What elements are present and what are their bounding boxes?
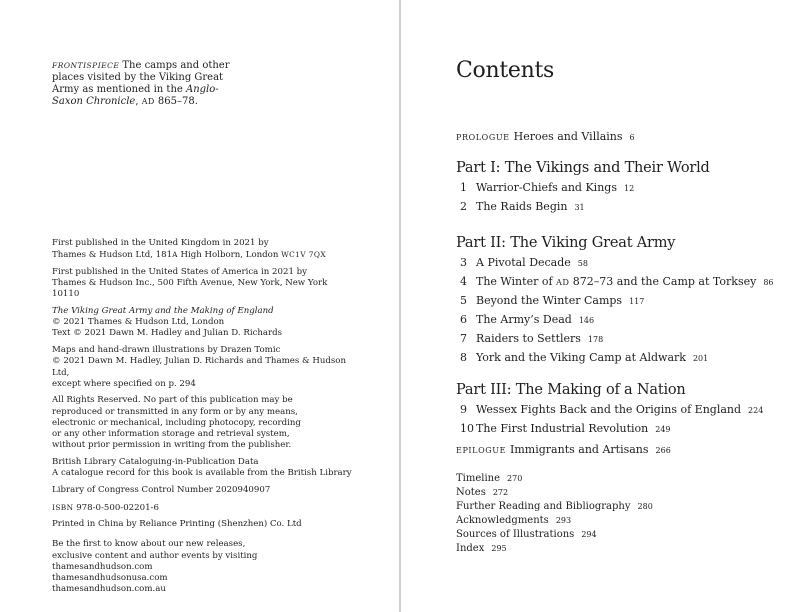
imprint-maps-1: Maps and hand-drawn illustrations by Drazen Tomic: [52, 345, 281, 356]
chapter-title: The Army’s Dead: [476, 313, 572, 326]
chapter-title-part-a: The Winter of: [476, 275, 557, 288]
prologue-title: Heroes and Villains: [513, 130, 623, 143]
toc-chapter: [460, 422, 671, 435]
toc-chapter: [460, 200, 585, 213]
toc-back-matter: [456, 501, 653, 512]
toc-prologue: [456, 130, 635, 143]
imprint-newsletter: [52, 539, 352, 595]
chapter-page: 31: [574, 203, 585, 212]
toc-chapter: [460, 294, 644, 307]
toc-chapter: [460, 313, 594, 326]
chapter-page: 117: [629, 297, 645, 306]
imprint-maps: [52, 345, 352, 390]
imprint-news-2: exclusive content and author events by visiting: [52, 550, 258, 561]
frontispiece-caption: [52, 60, 247, 108]
imprint-copyright-1: © 2021 Thames & Hudson Ltd, London: [52, 317, 225, 328]
chapter-number: 3: [460, 256, 467, 269]
imprint-us-line-1: First published in the United States of America in 2021 by: [52, 266, 308, 277]
chapter-page: 224: [748, 406, 764, 415]
chapter-title: Wessex Fights Back and the Origins of England: [476, 403, 742, 416]
imprint-british-library: [52, 457, 352, 479]
toc-back-matter: [456, 543, 507, 554]
toc-chapter: [460, 332, 603, 345]
imprint-isbn-value: 978-0-500-02201-6: [73, 502, 159, 513]
imprint-site-uk: thamesandhudson.com: [52, 561, 153, 572]
chapter-number: 10: [460, 422, 474, 435]
part-heading-3: Part III: The Making of a Nation: [456, 382, 686, 398]
imprint-copyright-2: Text © 2021 Dawn M. Hadley and Julian D. Richards: [52, 328, 283, 339]
prologue-page: 6: [629, 133, 635, 142]
contents-title: Contents: [456, 58, 555, 83]
frontispiece-text-2: ,: [135, 96, 142, 107]
imprint-bl-1: British Library Cataloguing-in-Publication Data: [52, 456, 259, 467]
frontispiece-era: AD: [141, 97, 155, 106]
toc-back-matter: [456, 473, 522, 484]
imprint-uk-line-2b: High Holborn, London: [177, 250, 282, 261]
chapter-page: 178: [587, 335, 604, 344]
imprint-book-title: The Viking Great Army and the Making of England: [52, 306, 274, 317]
back-matter-title: Notes: [456, 487, 486, 498]
back-matter-page: 295: [491, 544, 507, 553]
imprint-printed: [52, 519, 352, 530]
prologue-label: PROLOGUE: [456, 133, 510, 142]
back-matter-page: 293: [555, 516, 572, 525]
chapter-number: 8: [460, 351, 467, 364]
imprint-bl-2: A catalogue record for this book is available from the British Library: [52, 468, 352, 479]
imprint-maps-3: except where specified on p. 294: [52, 378, 196, 389]
toc-epilogue: [456, 443, 671, 456]
epilogue-page: 266: [655, 446, 671, 455]
chapter-number: 9: [460, 403, 467, 416]
left-page: [0, 0, 399, 612]
imprint-copyright: [52, 306, 352, 340]
imprint-rights-3: electronic or mechanical, including photocopy, recording: [52, 417, 301, 428]
imprint-uk-postcode: WC1V 7QX: [281, 250, 326, 260]
toc-chapter: [460, 403, 763, 416]
imprint-site-au: thamesandhudson.com.au: [52, 584, 166, 595]
chapter-page: 12: [623, 184, 635, 193]
imprint-loc: [52, 485, 352, 496]
back-matter-page: 272: [492, 488, 509, 497]
toc-chapter: [460, 181, 634, 194]
imprint-us: [52, 267, 352, 301]
imprint-us-line-2: Thames & Hudson Inc., 500 Fifth Avenue, New York, New York 10110: [52, 278, 328, 300]
imprint-site-us: thamesandhudsonusa.com: [52, 573, 168, 584]
chapter-title: Beyond the Winter Camps: [476, 294, 623, 307]
imprint-uk-line-2: Thames & Hudson Ltd, 181: [52, 250, 173, 261]
back-matter-title: Index: [456, 543, 485, 554]
imprint-printed-line: Printed in China by Reliance Printing (Shenzhen) Co. Ltd: [52, 519, 302, 530]
chapter-number: 7: [460, 332, 467, 345]
imprint-block: [52, 238, 352, 601]
frontispiece-source: Anglo-Saxon Chronicle: [52, 84, 219, 107]
imprint-rights-2: reproduced or transmitted in any form or by any means,: [52, 406, 298, 417]
chapter-page: 201: [692, 354, 709, 363]
chapter-title: York and the Viking Camp at Aldwark: [476, 351, 686, 364]
imprint-rights-4: or any other information storage and retrieval system,: [52, 429, 290, 440]
imprint-rights-5: without prior permission in writing from the publisher.: [52, 440, 292, 451]
imprint-isbn-label: ISBN: [52, 502, 74, 512]
chapter-title: A Pivotal Decade: [476, 256, 571, 269]
imprint-rights: [52, 395, 352, 451]
back-matter-title: Further Reading and Bibliography: [456, 501, 631, 512]
frontispiece-text: The camps and other places visited by the Viking Great Army as mentioned in the: [52, 60, 230, 95]
chapter-title: The First Industrial Revolution: [476, 422, 649, 435]
back-matter-page: 294: [581, 530, 597, 539]
part-heading-2: Part II: The Viking Great Army: [456, 235, 676, 251]
imprint-uk-street-suffix: A: [172, 250, 178, 260]
chapter-title: Warrior-Chiefs and Kings: [476, 181, 617, 194]
back-matter-title: Sources of Illustrations: [456, 529, 575, 540]
toc-back-matter: [456, 487, 508, 498]
back-matter-title: Acknowledgments: [456, 515, 549, 526]
chapter-page: 86: [763, 278, 774, 287]
imprint-loc-number: Library of Congress Control Number 2020940907: [52, 484, 271, 495]
chapter-title: Raiders to Settlers: [476, 332, 581, 345]
imprint-uk-line-1: First published in the United Kingdom in 2021 by: [52, 238, 269, 248]
frontispiece-label: FRONTISPIECE: [52, 61, 120, 70]
chapter-title: The Raids Begin: [476, 200, 568, 213]
chapter-number: 6: [460, 313, 467, 326]
toc-chapter: [460, 351, 708, 364]
chapter-page: 146: [578, 316, 595, 325]
part-heading-1: Part I: The Vikings and Their World: [456, 160, 710, 176]
imprint-maps-2: © 2021 Dawn M. Hadley, Julian D. Richards and Thames & Hudson Ltd,: [52, 356, 346, 378]
chapter-page: 58: [577, 259, 588, 268]
chapter-page: 249: [655, 425, 671, 434]
imprint-isbn: [52, 502, 352, 514]
back-matter-page: 280: [637, 502, 653, 511]
toc-chapter: [460, 275, 774, 288]
chapter-title-part-b: 872–73 and the Camp at Torksey: [569, 275, 757, 288]
epilogue-label: EPILOGUE: [456, 446, 507, 455]
right-page: [401, 0, 800, 612]
epilogue-title: Immigrants and Artisans: [510, 443, 649, 456]
chapter-number: 4: [460, 275, 467, 288]
back-matter-title: Timeline: [456, 473, 501, 484]
chapter-number: 5: [460, 294, 467, 307]
toc-back-matter: [456, 529, 597, 540]
imprint-news-1: Be the first to know about our new releases,: [52, 539, 246, 550]
toc-back-matter: [456, 515, 571, 526]
back-matter-page: 270: [507, 474, 523, 483]
chapter-number: 1: [460, 181, 467, 194]
frontispiece-text-3: 865–78.: [154, 96, 198, 107]
toc-chapter: [460, 256, 588, 269]
imprint-rights-1: All Rights Reserved. No part of this publication may be: [52, 395, 293, 406]
chapter-number: 2: [460, 200, 467, 213]
imprint-uk: [52, 238, 352, 261]
chapter-title-era: AD: [556, 277, 570, 287]
